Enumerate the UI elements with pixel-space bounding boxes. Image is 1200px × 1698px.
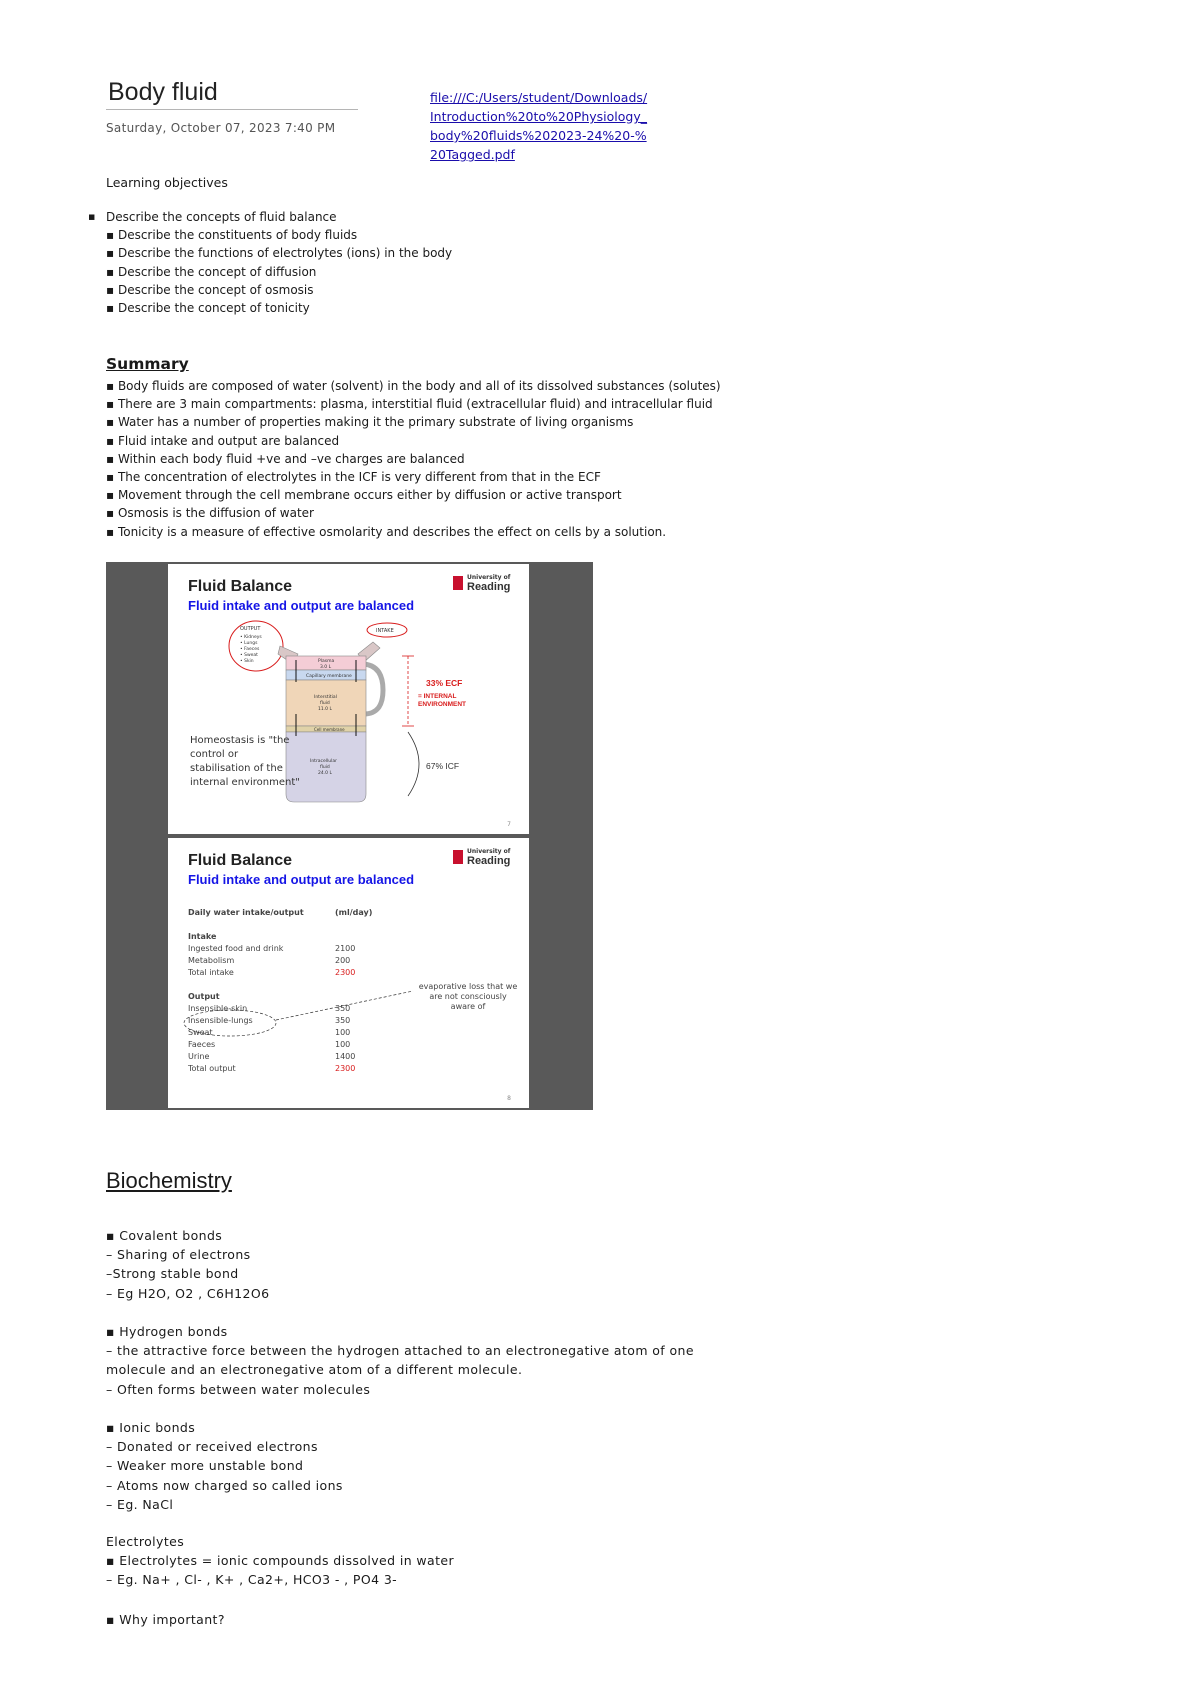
svg-text:Plasma: Plasma xyxy=(318,659,335,664)
why-important-note xyxy=(106,1610,225,1629)
slide-daily-water-table xyxy=(168,838,529,1108)
svg-text:• Kidneys: • Kidneys xyxy=(240,635,262,640)
title-divider xyxy=(106,109,358,110)
list-item: – Eg. NaCl xyxy=(106,1496,174,1512)
list-item: ▪ Body fluids are composed of water (solvent) in the body and all of its dissolved substances (solutes) xyxy=(106,379,721,393)
ionic-bonds-notes xyxy=(106,1418,343,1514)
list-item: ▪ Tonicity is a measure of effective osmolarity and describes the effect on cells by a solution. xyxy=(106,524,667,539)
list-item: ▪ Movement through the cell membrane occurs either by diffusion or active transport xyxy=(106,488,622,503)
list-item: ▪ Water has a number of properties making it the primary substrate of living organisms xyxy=(106,415,634,430)
svg-text:3.0 L: 3.0 L xyxy=(320,665,332,670)
slide-title: Fluid Balance xyxy=(188,852,293,869)
slide-subtitle: Fluid intake and output are balanced xyxy=(188,598,415,613)
summary-heading: Summary xyxy=(106,355,189,373)
list-item: ▪ Electrolytes = ionic compounds dissolved in water xyxy=(106,1553,455,1569)
hydrogen-bonds-notes xyxy=(106,1322,694,1399)
list-item: – Sharing of electrons xyxy=(106,1247,251,1263)
table-section-heading: Output xyxy=(188,992,220,1001)
table-row: Insensible-skin 350 xyxy=(188,1004,351,1013)
list-item: ▪ There are 3 main compartments: plasma, interstitial fluid (extracellular fluid) and intracellular fluid xyxy=(106,397,713,412)
svg-text:• Skin: • Skin xyxy=(240,659,254,664)
embedded-slides-image xyxy=(106,562,593,1110)
electrolytes-notes xyxy=(106,1532,454,1590)
slide-title: Fluid Balance xyxy=(188,578,293,595)
svg-text:= INTERNAL: = INTERNAL xyxy=(418,693,457,700)
list-item: ▪ Describe the functions of electrolytes (ions) in the body xyxy=(106,246,453,261)
slide-fluid-balance-diagram xyxy=(168,564,529,834)
list-item: ▪ The concentration of electrolytes in the ICF is very different from that in the ECF xyxy=(106,470,601,485)
biochemistry-heading: Biochemistry xyxy=(106,1168,232,1193)
summary-list xyxy=(106,377,721,541)
svg-text:• Sweat: • Sweat xyxy=(240,653,258,658)
list-item: ▪ Describe the constituents of body fluids xyxy=(106,228,358,243)
page-title: Body fluid xyxy=(108,78,218,106)
table-row: Insensible-lungs 350 xyxy=(188,1016,351,1025)
list-item: – Often forms between water molecules xyxy=(106,1381,371,1397)
list-item: ▪ Describe the concepts of fluid balance xyxy=(106,208,452,226)
svg-text:Interstitial: Interstitial xyxy=(314,695,337,700)
list-item: ▪ Within each body fluid +ve and –ve charges are balanced xyxy=(106,451,465,466)
svg-text:• Lungs: • Lungs xyxy=(240,641,258,646)
svg-text:Cell membrane: Cell membrane xyxy=(314,727,345,732)
covalent-bonds-notes xyxy=(106,1226,269,1303)
learning-objectives-list xyxy=(106,208,452,317)
list-item: ▪ Fluid intake and output are balanced xyxy=(106,433,340,448)
slide-number: 8 xyxy=(507,1095,511,1102)
list-item: ▪ Describe the concept of tonicity xyxy=(106,301,310,316)
table-row: Metabolism 200 xyxy=(188,956,351,965)
university-logo: University of Reading xyxy=(453,848,517,870)
svg-text:24.0 L: 24.0 L xyxy=(318,771,332,776)
list-item: – Eg H2O, O2 , C6H12O6 xyxy=(106,1285,270,1301)
table-row: Sweat 100 xyxy=(188,1028,351,1037)
insensible-loss-annotation xyxy=(168,838,529,1108)
svg-text:33% ECF: 33% ECF xyxy=(426,678,463,688)
list-item: ▪ Osmosis is the diffusion of water xyxy=(106,506,314,521)
list-item: ▪ Covalent bonds xyxy=(106,1228,223,1243)
slide-number: 7 xyxy=(507,821,511,828)
page-date: Saturday, October 07, 2023 7:40 PM xyxy=(106,121,336,135)
list-item: – the attractive force between the hydrogen attached to an electronegative atom of one xyxy=(106,1343,694,1359)
svg-text:67% ICF: 67% ICF xyxy=(426,761,460,771)
list-item: molecule and an electronegative atom of a different molecule. xyxy=(106,1362,523,1378)
svg-text:INTAKE: INTAKE xyxy=(376,628,394,634)
list-item: – Atoms now charged so called ions xyxy=(106,1477,343,1493)
list-item: ▪ Describe the concept of diffusion xyxy=(106,264,317,279)
list-item: ▪ Hydrogen bonds xyxy=(106,1324,228,1339)
table-row: Ingested food and drink 2100 xyxy=(188,944,356,953)
table-section-heading: Intake xyxy=(188,932,217,941)
svg-text:Intracellular: Intracellular xyxy=(310,759,338,764)
list-item: – Eg. Na+ , Cl- , K+ , Ca2+, HCO3 - , PO4 3- xyxy=(106,1572,398,1588)
list-item: ▪ Describe the concept of osmosis xyxy=(106,282,314,297)
table-row: Total output 2300 xyxy=(188,1064,356,1073)
list-item: –Strong stable bond xyxy=(106,1266,239,1282)
pdf-file-link[interactable]: file:///C:/Users/student/Downloads/Introduction%20to%20Physiology_body%20fluids%202023-24%20-%20Tagged.pdf xyxy=(430,90,648,162)
university-logo: University of Reading xyxy=(453,574,517,596)
learning-objectives-heading: Learning objectives xyxy=(106,175,228,190)
table-row: Urine 1400 xyxy=(188,1052,356,1061)
svg-text:• Faeces: • Faeces xyxy=(240,647,260,652)
evaporative-loss-note: evaporative loss that we are not consciously aware of xyxy=(418,982,518,1011)
table-row: Total intake 2300 xyxy=(188,968,356,977)
svg-text:ENVIRONMENT: ENVIRONMENT xyxy=(418,701,467,708)
svg-text:Capillary membrane: Capillary membrane xyxy=(306,674,352,679)
svg-text:11.0 L: 11.0 L xyxy=(318,707,332,712)
svg-text:fluid: fluid xyxy=(320,765,330,770)
list-item: – Donated or received electrons xyxy=(106,1439,318,1455)
svg-text:fluid: fluid xyxy=(320,701,330,706)
list-item: – Weaker more unstable bond xyxy=(106,1458,304,1474)
table-header: Daily water intake/output (ml/day) xyxy=(188,908,373,917)
svg-text:OUTPUT: OUTPUT xyxy=(240,626,261,632)
homeostasis-note: Homeostasis is "the control or stabilisation of the internal environment" xyxy=(190,735,300,788)
table-row: Faeces 100 xyxy=(188,1040,351,1049)
list-item: ▪ Ionic bonds xyxy=(106,1420,196,1435)
body-fluid-compartments-diagram xyxy=(168,564,529,834)
list-item: ▪ Why important? xyxy=(106,1612,225,1627)
list-item: Electrolytes xyxy=(106,1534,185,1549)
slide-subtitle: Fluid intake and output are balanced xyxy=(188,872,415,887)
